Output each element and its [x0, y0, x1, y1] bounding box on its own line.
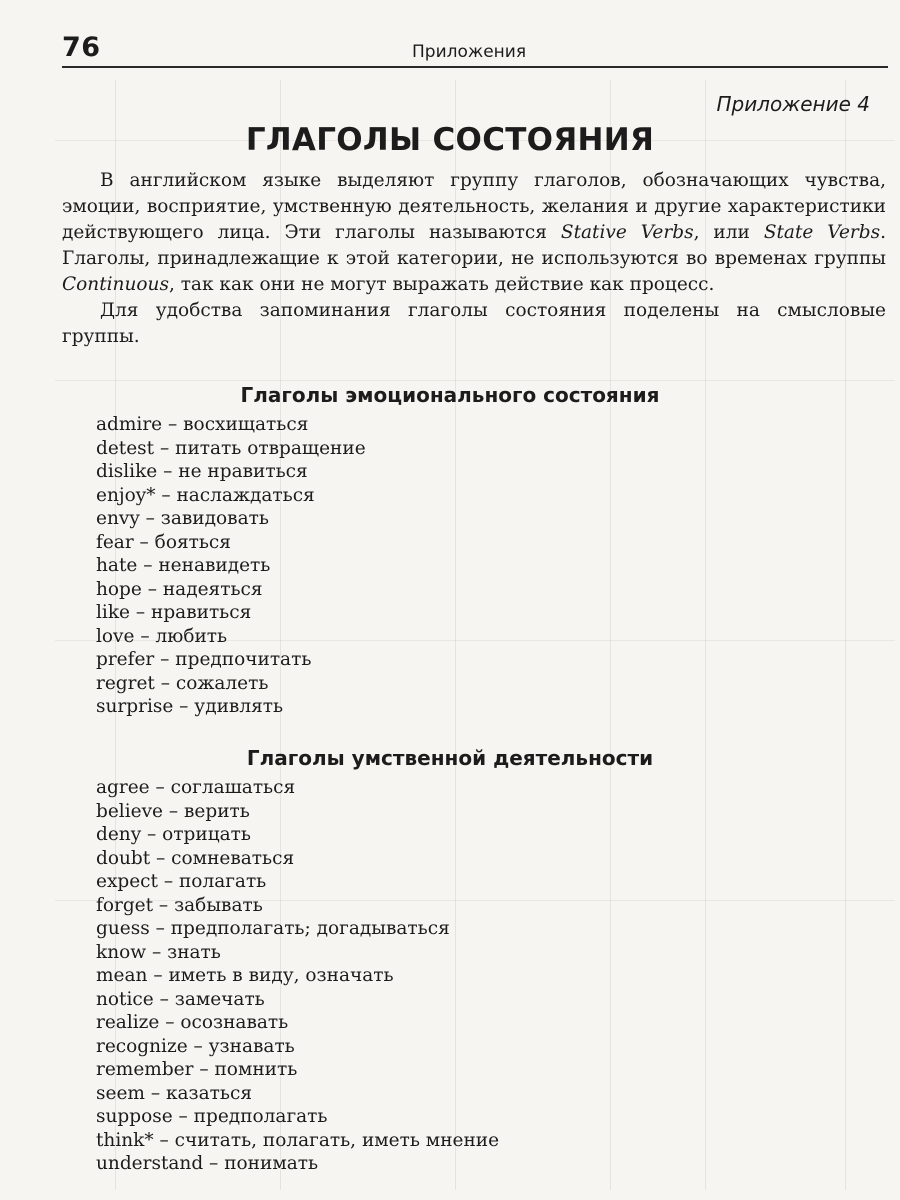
verb-list-item: notice – замечать: [96, 988, 265, 1010]
verb-list-item: suppose – предполагать: [96, 1106, 328, 1127]
verb-list-mental: [96, 776, 499, 1176]
verb-list-item: envy – завидовать: [96, 508, 269, 529]
verb-list-item: detest – питать отвращение: [96, 437, 366, 459]
verb-list-item: regret – сожалеть: [96, 672, 269, 694]
appendix-label: Приложение 4: [716, 92, 870, 116]
intro-text-part: . Глаголы, принадлежащие к этой категории, не используются во временах группы: [62, 222, 886, 269]
verb-list-item: dislike – не нравиться: [96, 461, 308, 482]
intro-text-part: В английском языке выделяют группу глаголов, обозначающих чувства, эмоции, восприятие, умственную деятельность, желания и другие характеристики действующего лица. Эти глаголы называются: [62, 170, 886, 243]
verb-list-item: think* – считать, полагать, иметь мнение: [96, 1129, 500, 1151]
verb-list-item: deny – отрицать: [96, 824, 251, 845]
verb-list-item: understand – понимать: [96, 1153, 319, 1174]
verb-list-item: love – любить: [96, 625, 228, 647]
group-heading-mental: Глаголы умственной деятельности: [246, 746, 654, 770]
verb-list-item: prefer – предпочитать: [96, 649, 312, 670]
running-head: [62, 28, 888, 68]
intro-paragraph-1: [62, 168, 886, 298]
verb-list-item: hate – ненавидеть: [96, 555, 271, 576]
verb-list-item: know – знать: [96, 941, 221, 963]
intro-text-part: , или: [693, 222, 764, 243]
verb-list-item: admire – восхищаться: [96, 414, 309, 435]
verb-list-item: agree – соглашаться: [96, 777, 296, 798]
verb-list-item: recognize – узнавать: [96, 1035, 295, 1057]
verb-list-item: remember – помнить: [96, 1059, 298, 1080]
verb-list-item: like – нравиться: [96, 602, 252, 623]
verb-list-emotional: [96, 413, 366, 719]
page-title: ГЛАГОЛЫ СОСТОЯНИЯ: [245, 122, 655, 158]
verb-list-item: hope – надеяться: [96, 578, 263, 600]
term-state-verbs: State Verbs: [763, 222, 881, 243]
intro-paragraph-2: Для удобства запоминания глаголы состояния поделены на смысловые группы.: [62, 300, 886, 347]
term-stative-verbs: Stative Verbs: [560, 222, 694, 243]
verb-list-item: doubt – сомневаться: [96, 847, 295, 869]
verb-list-item: believe – верить: [96, 800, 250, 822]
group-heading-emotional: Глаголы эмоционального состояния: [240, 383, 660, 407]
header-rule: [62, 66, 888, 68]
page-number: 76: [62, 32, 101, 63]
verb-list-item: mean – иметь в виду, означать: [96, 965, 394, 986]
verb-list-item: seem – казаться: [96, 1082, 252, 1104]
verb-list-item: guess – предполагать; догадываться: [96, 918, 450, 939]
intro-text: [62, 168, 886, 350]
verb-list-item: fear – бояться: [96, 531, 231, 553]
term-continuous: Continuous: [62, 274, 169, 295]
verb-list-item: forget – забывать: [96, 894, 263, 916]
intro-text-part: , так как они не могут выражать действие как процесс.: [168, 274, 715, 295]
verb-list-item: realize – осознавать: [96, 1012, 289, 1033]
section-name: Приложения: [412, 42, 527, 62]
verb-list-item: enjoy* – наслаждаться: [96, 484, 315, 506]
verb-list-item: surprise – удивлять: [96, 696, 284, 717]
verb-list-item: expect – полагать: [96, 871, 267, 892]
